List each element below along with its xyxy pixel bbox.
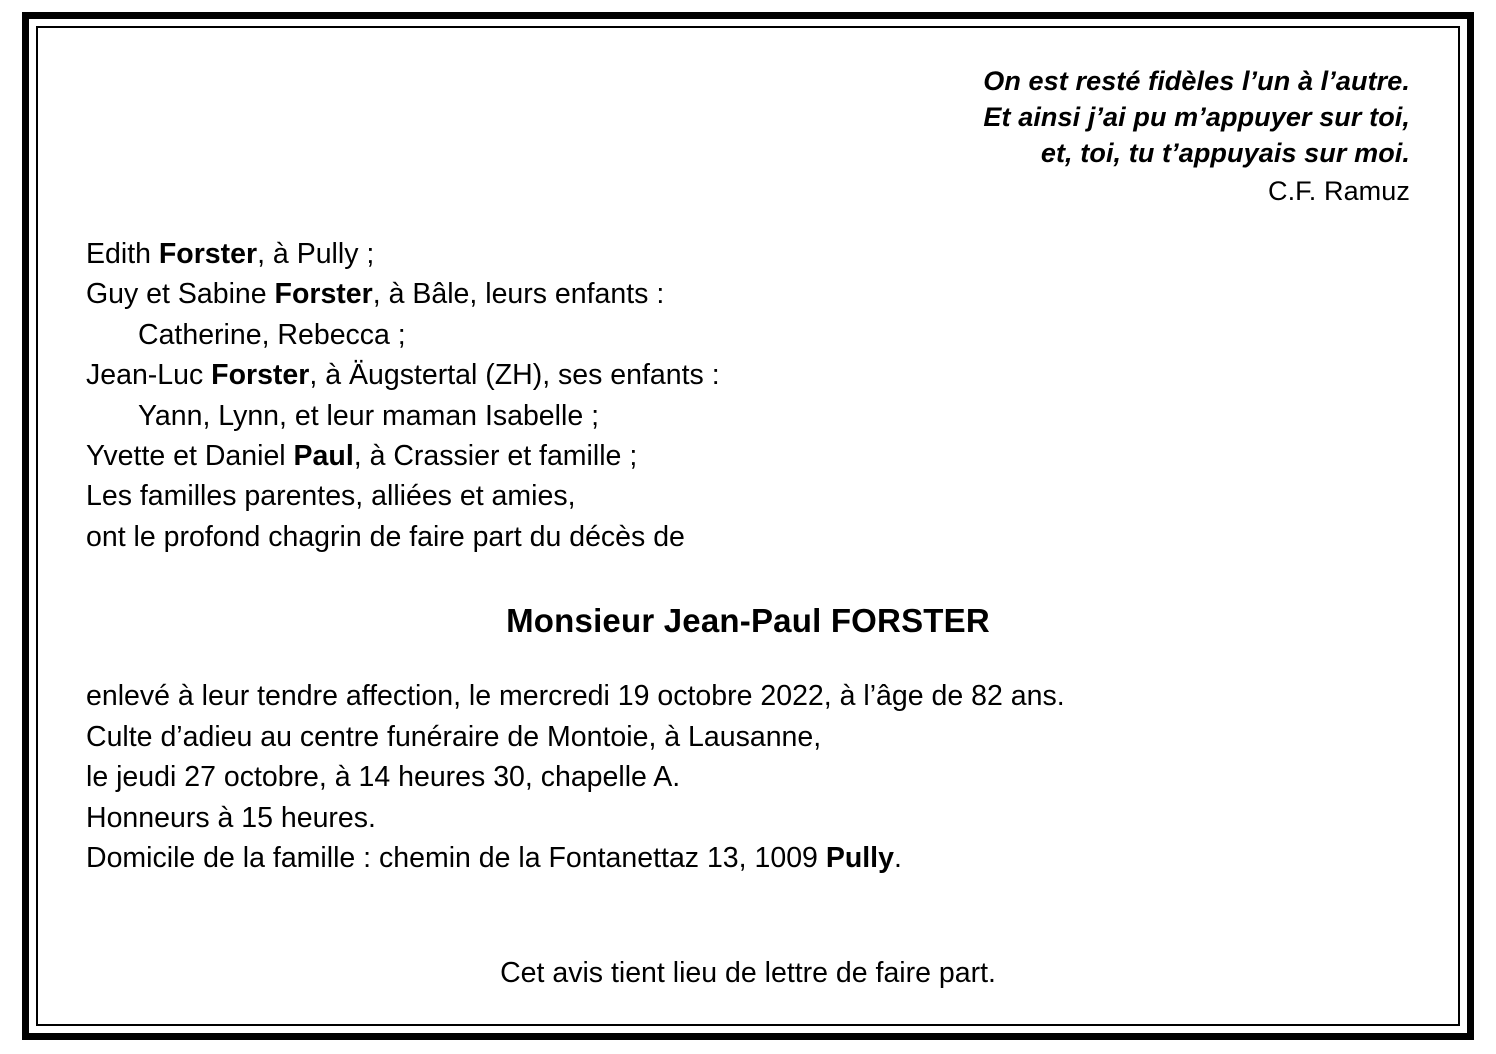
family-name-bold: Paul: [293, 439, 354, 472]
family-line: [86, 274, 1410, 314]
detail-line: [86, 798, 1410, 838]
epigraph-line-3: et, toi, tu t’appuyais sur moi.: [1040, 137, 1410, 168]
family-line: [86, 517, 1410, 557]
family-line: [86, 476, 1410, 516]
notice-content: [48, 38, 1448, 1014]
detail-line: [86, 757, 1410, 797]
detail-text: enlevé à leur tendre affection, le mercredi 19 octobre 2022, à l’âge de 82 ans.: [86, 680, 1065, 713]
family-text: Yvette et Daniel: [86, 439, 294, 472]
service-details: [86, 676, 1410, 878]
epigraph-line-2: Et ainsi j’ai pu m’appuyer sur toi,: [983, 101, 1410, 132]
family-line: [86, 315, 1410, 355]
family-text: Catherine, Rebecca ;: [138, 318, 406, 351]
family-line: [86, 396, 1410, 436]
detail-text: Honneurs à 15 heures.: [86, 801, 376, 834]
family-text: ont le profond chagrin de faire part du décès de: [86, 520, 685, 553]
family-name-bold: Forster: [158, 237, 258, 270]
family-text: Yann, Lynn, et leur maman Isabelle ;: [138, 399, 600, 432]
family-text: Les familles parentes, alliées et amies,: [86, 480, 576, 513]
epigraph-block: [86, 64, 1410, 210]
family-text-suffix: , à Pully ;: [257, 237, 375, 270]
notice-footer: Cet avis tient lieu de lettre de faire part.: [500, 956, 996, 989]
detail-line: [86, 838, 1410, 878]
family-list: [86, 234, 1410, 558]
epigraph-author: C.F. Ramuz: [1267, 175, 1410, 206]
detail-text: le jeudi 27 octobre, à 14 heures 30, chapelle A.: [86, 761, 681, 794]
deceased-name: Monsieur Jean-Paul FORSTER: [506, 602, 990, 640]
family-name-bold: Forster: [211, 359, 310, 392]
epigraph-line-1: On est resté fidèles l’un à l’autre.: [983, 66, 1410, 96]
detail-line: [86, 676, 1410, 716]
detail-line: [86, 717, 1410, 757]
family-text-suffix: , à Crassier et famille ;: [353, 439, 638, 472]
family-text-suffix: , à Äugstertal (ZH), ses enfants :: [309, 359, 720, 392]
family-line: [86, 234, 1410, 274]
family-name-bold: Forster: [274, 278, 373, 311]
family-text: Jean-Luc: [86, 359, 212, 392]
family-text-suffix: , à Bâle, leurs enfants :: [372, 278, 665, 311]
detail-text: Culte d’adieu au centre funéraire de Montoie, à Lausanne,: [86, 720, 822, 753]
detail-text-suffix: .: [893, 842, 902, 875]
family-text: Guy et Sabine: [86, 278, 275, 311]
detail-text: Domicile de la famille : chemin de la Fontanettaz 13, 1009: [86, 842, 826, 875]
family-line: [86, 355, 1410, 395]
family-line: [86, 436, 1410, 476]
detail-name-bold: Pully: [825, 842, 894, 875]
family-text: Edith: [86, 237, 159, 270]
